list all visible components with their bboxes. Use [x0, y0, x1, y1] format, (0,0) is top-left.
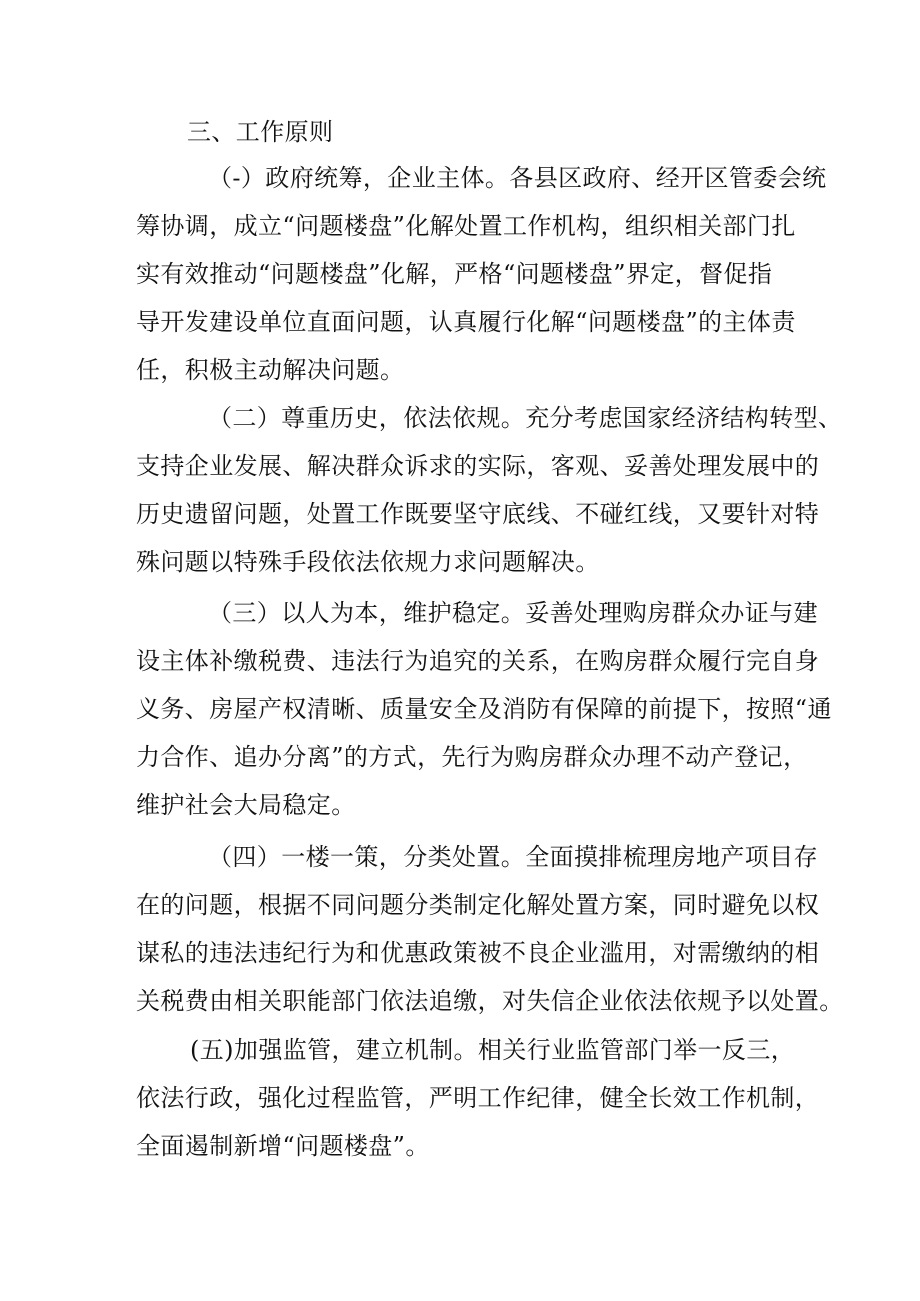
paragraph-line: 义务、房屋产权清晰、质量安全及消防有保障的前提下，按照“通: [136, 695, 832, 723]
paragraph-line: 历史遗留问题，处置工作既要坚守底线、不碰红线，又要针对特: [136, 500, 820, 528]
paragraph-line: 导开发建设单位直面问题，认真履行化解“问题楼盘”的主体责: [136, 308, 796, 336]
paragraph-line: （三）以人为本，维护稳定。妥善处理购房群众办证与建: [208, 599, 818, 627]
paragraph-line: （四）一楼一策，分类处置。全面摸排梳理房地产项目存: [208, 843, 818, 871]
paragraph-line: 任，积极主动解决问题。: [136, 356, 405, 384]
paragraph-line: 在的问题，根据不同问题分类制定化解处置方案，同时避免以权: [136, 891, 820, 919]
paragraph-line: 殊问题以特殊手段依法依规力求问题解决。: [136, 548, 600, 576]
paragraph-line: （二）尊重历史，依法依规。充分考虑国家经济结构转型、: [208, 404, 843, 432]
paragraph-line: 力合作、追办分离”的方式，先行为购房群众办理不动产登记，: [136, 743, 808, 771]
paragraph-line: 支持企业发展、解决群众诉求的实际，客观、妥善处理发展中的: [136, 452, 820, 480]
paragraph-line: 维护社会大局稳定。: [136, 791, 356, 819]
paragraph-line: 关税费由相关职能部门依法追缴，对失信企业依法依规予以处置。: [136, 987, 844, 1015]
paragraph-line: 设主体补缴税费、违法行为追究的关系，在购房群众履行完自身: [136, 647, 820, 675]
paragraph-line: 筹协调，成立“问题楼盘”化解处置工作机构，组织相关部门扎: [136, 212, 796, 240]
paragraph-line: 谋私的违法违纪行为和优惠政策被不良企业滥用，对需缴纳的相: [136, 939, 820, 967]
paragraph-line: 实有效推动“问题楼盘”化解，严格“问题楼盘”界定，督促指: [136, 260, 773, 288]
paragraph-line: 全面遏制新增“问题楼盘”。: [136, 1132, 430, 1160]
paragraph-line: 依法行政，强化过程监管，严明工作纪律，健全长效工作机制，: [136, 1084, 820, 1112]
paragraph-line: （-）政府统筹，企业主体。各县区政府、经开区管委会统: [208, 164, 827, 192]
paragraph-line: (五)加强监管，建立机制。相关行业监管部门举一反三，: [190, 1036, 796, 1064]
section-heading: 三、工作原则: [187, 118, 334, 146]
